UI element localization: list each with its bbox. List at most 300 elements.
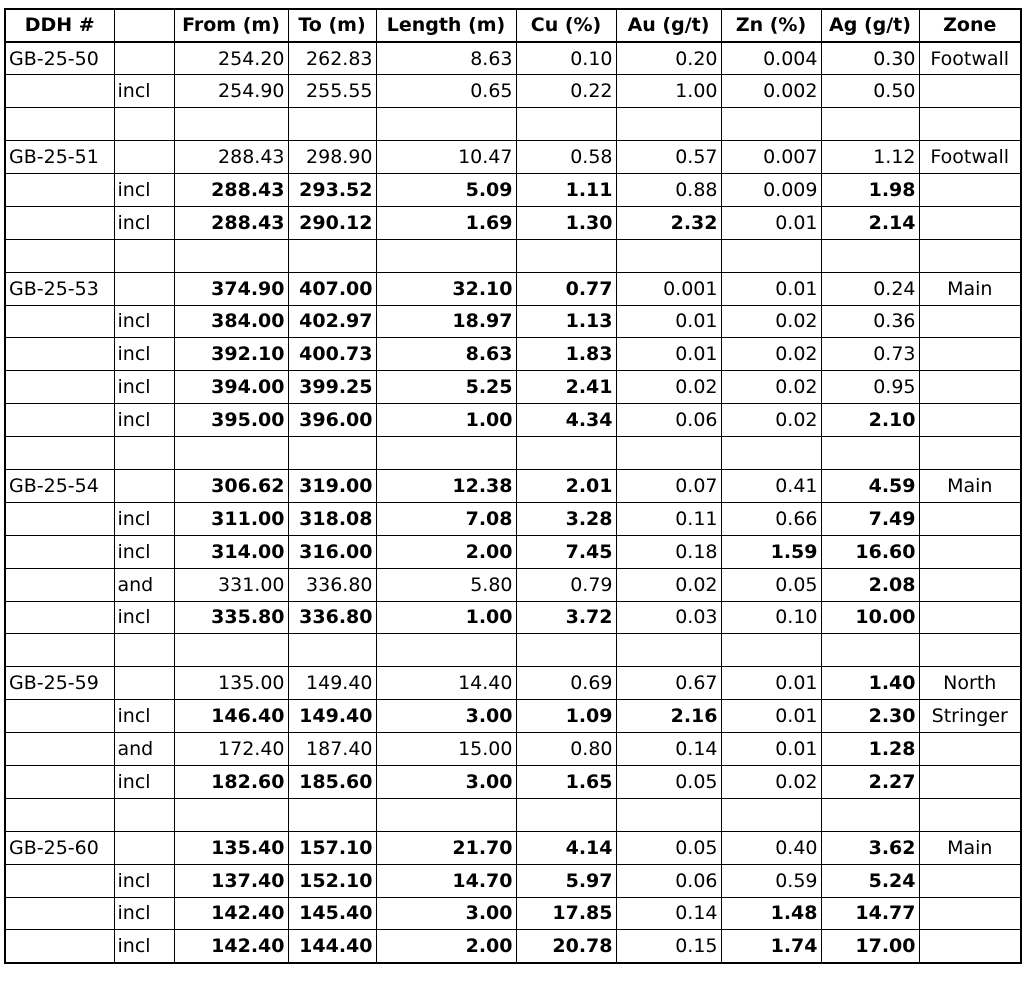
ag-cell	[821, 239, 919, 272]
ag-cell: 16.60	[821, 535, 919, 568]
zn-cell: 0.02	[721, 371, 821, 404]
from-cell: 135.40	[174, 831, 288, 864]
length-cell: 3.00	[376, 700, 516, 733]
ag-cell	[821, 108, 919, 141]
ag-cell: 1.12	[821, 141, 919, 174]
au-cell: 0.14	[616, 733, 721, 766]
ag-cell: 0.95	[821, 371, 919, 404]
from-cell: 142.40	[174, 930, 288, 963]
au-cell	[616, 437, 721, 470]
length-cell	[376, 239, 516, 272]
qualifier-cell: incl	[114, 206, 174, 239]
ddh-cell: GB-25-51	[5, 141, 114, 174]
cu-cell: 0.80	[516, 733, 616, 766]
to-cell: 145.40	[288, 897, 376, 930]
to-cell: 255.55	[288, 75, 376, 108]
qualifier-cell	[114, 239, 174, 272]
to-cell: 144.40	[288, 930, 376, 963]
zn-cell: 0.05	[721, 568, 821, 601]
ag-cell: 2.27	[821, 765, 919, 798]
ag-cell: 0.50	[821, 75, 919, 108]
drill-results-table	[4, 8, 1022, 964]
ag-cell: 3.62	[821, 831, 919, 864]
table-row	[5, 404, 1021, 437]
zn-cell: 0.10	[721, 601, 821, 634]
au-cell	[616, 239, 721, 272]
to-cell	[288, 239, 376, 272]
to-cell: 293.52	[288, 173, 376, 206]
from-cell: 384.00	[174, 305, 288, 338]
from-cell: 288.43	[174, 206, 288, 239]
zn-cell: 0.01	[721, 733, 821, 766]
qualifier-cell: incl	[114, 75, 174, 108]
qualifier-cell: incl	[114, 535, 174, 568]
zone-cell	[919, 601, 1021, 634]
from-cell	[174, 437, 288, 470]
zn-cell: 0.59	[721, 864, 821, 897]
au-cell: 0.01	[616, 305, 721, 338]
zn-cell	[721, 239, 821, 272]
ddh-cell	[5, 75, 114, 108]
qualifier-cell: incl	[114, 700, 174, 733]
zn-cell: 0.009	[721, 173, 821, 206]
table-row	[5, 469, 1021, 502]
table-row	[5, 75, 1021, 108]
ag-cell: 5.24	[821, 864, 919, 897]
length-cell	[376, 798, 516, 831]
zn-cell	[721, 437, 821, 470]
cu-cell	[516, 239, 616, 272]
cu-cell	[516, 634, 616, 667]
zone-cell	[919, 404, 1021, 437]
from-cell	[174, 798, 288, 831]
zone-cell	[919, 864, 1021, 897]
zone-cell: Main	[919, 469, 1021, 502]
length-cell: 14.70	[376, 864, 516, 897]
table-row	[5, 272, 1021, 305]
zone-cell	[919, 897, 1021, 930]
au-cell: 0.05	[616, 831, 721, 864]
ddh-cell	[5, 700, 114, 733]
ag-cell: 2.08	[821, 568, 919, 601]
length-cell: 12.38	[376, 469, 516, 502]
length-cell: 1.00	[376, 404, 516, 437]
qualifier-cell: incl	[114, 173, 174, 206]
table-header	[5, 9, 1021, 42]
ddh-cell: GB-25-54	[5, 469, 114, 502]
from-cell: 335.80	[174, 601, 288, 634]
cu-cell	[516, 108, 616, 141]
table-row	[5, 141, 1021, 174]
to-cell: 187.40	[288, 733, 376, 766]
length-cell: 8.63	[376, 338, 516, 371]
to-cell: 400.73	[288, 338, 376, 371]
qualifier-cell: incl	[114, 930, 174, 963]
qualifier-cell: incl	[114, 338, 174, 371]
table-row	[5, 338, 1021, 371]
zn-cell	[721, 798, 821, 831]
qualifier-cell	[114, 469, 174, 502]
from-cell: 254.20	[174, 42, 288, 75]
qualifier-cell	[114, 437, 174, 470]
length-cell: 18.97	[376, 305, 516, 338]
to-cell: 262.83	[288, 42, 376, 75]
au-cell	[616, 798, 721, 831]
table-row	[5, 897, 1021, 930]
from-cell: 146.40	[174, 700, 288, 733]
zone-cell: Footwall	[919, 141, 1021, 174]
zn-cell: 0.02	[721, 338, 821, 371]
au-cell: 0.07	[616, 469, 721, 502]
table-row	[5, 535, 1021, 568]
ag-cell: 0.73	[821, 338, 919, 371]
ddh-cell	[5, 239, 114, 272]
zn-cell: 0.01	[721, 700, 821, 733]
zn-cell: 0.02	[721, 404, 821, 437]
cu-cell: 20.78	[516, 930, 616, 963]
from-cell: 288.43	[174, 173, 288, 206]
au-cell: 2.32	[616, 206, 721, 239]
to-cell	[288, 108, 376, 141]
au-cell: 0.06	[616, 864, 721, 897]
cu-cell: 5.97	[516, 864, 616, 897]
to-cell: 185.60	[288, 765, 376, 798]
from-cell: 142.40	[174, 897, 288, 930]
table-row	[5, 700, 1021, 733]
ag-cell: 2.14	[821, 206, 919, 239]
header-row	[5, 9, 1021, 42]
cu-cell: 0.77	[516, 272, 616, 305]
qualifier-cell: incl	[114, 371, 174, 404]
zn-cell: 1.74	[721, 930, 821, 963]
au-cell: 0.01	[616, 338, 721, 371]
zn-cell: 0.002	[721, 75, 821, 108]
zone-cell	[919, 765, 1021, 798]
table-row	[5, 568, 1021, 601]
cu-cell: 4.34	[516, 404, 616, 437]
cu-cell: 1.11	[516, 173, 616, 206]
zn-cell: 1.48	[721, 897, 821, 930]
cu-cell: 0.69	[516, 667, 616, 700]
ag-cell: 7.49	[821, 502, 919, 535]
table-row	[5, 733, 1021, 766]
ddh-cell	[5, 404, 114, 437]
au-cell: 0.88	[616, 173, 721, 206]
length-cell: 2.00	[376, 535, 516, 568]
qualifier-cell: and	[114, 568, 174, 601]
ag-cell: 1.98	[821, 173, 919, 206]
header-ag: Ag (g/t)	[821, 9, 919, 42]
zone-cell	[919, 305, 1021, 338]
au-cell: 0.14	[616, 897, 721, 930]
table-row	[5, 206, 1021, 239]
ddh-cell	[5, 173, 114, 206]
to-cell: 402.97	[288, 305, 376, 338]
from-cell: 331.00	[174, 568, 288, 601]
zone-cell	[919, 798, 1021, 831]
length-cell	[376, 634, 516, 667]
ddh-cell: GB-25-50	[5, 42, 114, 75]
length-cell: 5.25	[376, 371, 516, 404]
drill-results-table-container	[4, 8, 1022, 964]
ddh-cell	[5, 601, 114, 634]
length-cell: 3.00	[376, 765, 516, 798]
au-cell: 0.02	[616, 371, 721, 404]
to-cell: 157.10	[288, 831, 376, 864]
from-cell: 172.40	[174, 733, 288, 766]
to-cell: 318.08	[288, 502, 376, 535]
cu-cell	[516, 437, 616, 470]
au-cell: 0.02	[616, 568, 721, 601]
zone-cell	[919, 437, 1021, 470]
table-body	[5, 42, 1021, 963]
zn-cell: 0.40	[721, 831, 821, 864]
au-cell: 0.06	[616, 404, 721, 437]
au-cell: 1.00	[616, 75, 721, 108]
zone-cell	[919, 568, 1021, 601]
zone-cell	[919, 535, 1021, 568]
qualifier-cell	[114, 831, 174, 864]
table-row	[5, 930, 1021, 963]
zone-cell	[919, 206, 1021, 239]
qualifier-cell: incl	[114, 864, 174, 897]
zone-cell	[919, 108, 1021, 141]
header-zone: Zone	[919, 9, 1021, 42]
cu-cell: 1.09	[516, 700, 616, 733]
cu-cell: 1.30	[516, 206, 616, 239]
header-to: To (m)	[288, 9, 376, 42]
qualifier-cell: incl	[114, 601, 174, 634]
zone-cell	[919, 239, 1021, 272]
qualifier-cell: incl	[114, 765, 174, 798]
ddh-cell	[5, 733, 114, 766]
header-length: Length (m)	[376, 9, 516, 42]
zn-cell: 0.02	[721, 305, 821, 338]
ddh-cell	[5, 930, 114, 963]
ddh-cell	[5, 371, 114, 404]
zone-cell	[919, 338, 1021, 371]
cu-cell: 7.45	[516, 535, 616, 568]
ddh-cell	[5, 634, 114, 667]
qualifier-cell	[114, 798, 174, 831]
to-cell	[288, 437, 376, 470]
au-cell: 0.11	[616, 502, 721, 535]
qualifier-cell	[114, 272, 174, 305]
ag-cell: 2.10	[821, 404, 919, 437]
cu-cell: 0.79	[516, 568, 616, 601]
table-row	[5, 173, 1021, 206]
ddh-cell	[5, 765, 114, 798]
zn-cell: 0.004	[721, 42, 821, 75]
length-cell: 5.09	[376, 173, 516, 206]
length-cell: 14.40	[376, 667, 516, 700]
cu-cell: 1.65	[516, 765, 616, 798]
ddh-cell	[5, 108, 114, 141]
zn-cell: 0.01	[721, 667, 821, 700]
table-row	[5, 437, 1021, 470]
au-cell: 0.20	[616, 42, 721, 75]
ddh-cell	[5, 535, 114, 568]
cu-cell: 0.10	[516, 42, 616, 75]
qualifier-cell	[114, 42, 174, 75]
to-cell: 407.00	[288, 272, 376, 305]
zone-cell	[919, 173, 1021, 206]
from-cell: 392.10	[174, 338, 288, 371]
zn-cell: 0.01	[721, 206, 821, 239]
ag-cell: 10.00	[821, 601, 919, 634]
from-cell: 395.00	[174, 404, 288, 437]
length-cell: 5.80	[376, 568, 516, 601]
cu-cell: 0.58	[516, 141, 616, 174]
zn-cell	[721, 108, 821, 141]
au-cell: 0.15	[616, 930, 721, 963]
to-cell	[288, 634, 376, 667]
table-row	[5, 634, 1021, 667]
zone-cell: North	[919, 667, 1021, 700]
au-cell: 0.18	[616, 535, 721, 568]
cu-cell: 1.83	[516, 338, 616, 371]
header-ddh: DDH #	[5, 9, 114, 42]
to-cell: 149.40	[288, 667, 376, 700]
zone-cell: Footwall	[919, 42, 1021, 75]
length-cell: 7.08	[376, 502, 516, 535]
to-cell: 298.90	[288, 141, 376, 174]
length-cell: 15.00	[376, 733, 516, 766]
zone-cell	[919, 930, 1021, 963]
from-cell: 394.00	[174, 371, 288, 404]
cu-cell: 2.01	[516, 469, 616, 502]
zn-cell: 0.41	[721, 469, 821, 502]
zn-cell: 0.02	[721, 765, 821, 798]
to-cell	[288, 798, 376, 831]
cu-cell: 4.14	[516, 831, 616, 864]
from-cell: 182.60	[174, 765, 288, 798]
ag-cell	[821, 798, 919, 831]
ddh-cell	[5, 437, 114, 470]
header-zn: Zn (%)	[721, 9, 821, 42]
to-cell: 399.25	[288, 371, 376, 404]
to-cell: 396.00	[288, 404, 376, 437]
ag-cell: 14.77	[821, 897, 919, 930]
qualifier-cell	[114, 141, 174, 174]
ddh-cell	[5, 568, 114, 601]
ag-cell: 0.30	[821, 42, 919, 75]
from-cell: 135.00	[174, 667, 288, 700]
length-cell: 32.10	[376, 272, 516, 305]
ag-cell: 1.28	[821, 733, 919, 766]
zone-cell	[919, 733, 1021, 766]
ddh-cell: GB-25-60	[5, 831, 114, 864]
table-row	[5, 108, 1021, 141]
ddh-cell	[5, 864, 114, 897]
ddh-cell: GB-25-53	[5, 272, 114, 305]
ag-cell: 0.24	[821, 272, 919, 305]
zone-cell	[919, 75, 1021, 108]
table-row	[5, 864, 1021, 897]
from-cell: 306.62	[174, 469, 288, 502]
au-cell	[616, 634, 721, 667]
from-cell: 288.43	[174, 141, 288, 174]
au-cell: 0.001	[616, 272, 721, 305]
cu-cell: 2.41	[516, 371, 616, 404]
ag-cell	[821, 634, 919, 667]
zn-cell	[721, 634, 821, 667]
cu-cell	[516, 798, 616, 831]
length-cell: 1.00	[376, 601, 516, 634]
ag-cell: 1.40	[821, 667, 919, 700]
table-row	[5, 831, 1021, 864]
table-row	[5, 42, 1021, 75]
header-cu: Cu (%)	[516, 9, 616, 42]
length-cell: 2.00	[376, 930, 516, 963]
length-cell	[376, 108, 516, 141]
to-cell: 316.00	[288, 535, 376, 568]
zn-cell: 1.59	[721, 535, 821, 568]
au-cell	[616, 108, 721, 141]
from-cell: 314.00	[174, 535, 288, 568]
au-cell: 0.05	[616, 765, 721, 798]
qualifier-cell	[114, 667, 174, 700]
ddh-cell	[5, 338, 114, 371]
ddh-cell	[5, 897, 114, 930]
length-cell: 3.00	[376, 897, 516, 930]
to-cell: 336.80	[288, 568, 376, 601]
ag-cell: 0.36	[821, 305, 919, 338]
zone-cell	[919, 634, 1021, 667]
zone-cell: Main	[919, 831, 1021, 864]
ag-cell: 4.59	[821, 469, 919, 502]
header-interval-qualifier	[114, 9, 174, 42]
ag-cell	[821, 437, 919, 470]
zone-cell: Main	[919, 272, 1021, 305]
table-row	[5, 371, 1021, 404]
length-cell: 21.70	[376, 831, 516, 864]
to-cell: 149.40	[288, 700, 376, 733]
ag-cell: 2.30	[821, 700, 919, 733]
to-cell: 290.12	[288, 206, 376, 239]
table-row	[5, 502, 1021, 535]
table-row	[5, 667, 1021, 700]
table-row	[5, 765, 1021, 798]
qualifier-cell: incl	[114, 305, 174, 338]
zone-cell	[919, 502, 1021, 535]
from-cell	[174, 108, 288, 141]
from-cell	[174, 239, 288, 272]
length-cell: 0.65	[376, 75, 516, 108]
length-cell: 10.47	[376, 141, 516, 174]
cu-cell: 0.22	[516, 75, 616, 108]
from-cell: 254.90	[174, 75, 288, 108]
cu-cell: 3.28	[516, 502, 616, 535]
ddh-cell	[5, 206, 114, 239]
zn-cell: 0.66	[721, 502, 821, 535]
to-cell: 336.80	[288, 601, 376, 634]
ddh-cell: GB-25-59	[5, 667, 114, 700]
zone-cell	[919, 371, 1021, 404]
length-cell: 1.69	[376, 206, 516, 239]
header-au: Au (g/t)	[616, 9, 721, 42]
table-row	[5, 601, 1021, 634]
cu-cell: 17.85	[516, 897, 616, 930]
ddh-cell	[5, 305, 114, 338]
length-cell: 8.63	[376, 42, 516, 75]
zn-cell: 0.01	[721, 272, 821, 305]
qualifier-cell: incl	[114, 502, 174, 535]
to-cell: 152.10	[288, 864, 376, 897]
au-cell: 0.57	[616, 141, 721, 174]
table-row	[5, 239, 1021, 272]
from-cell: 374.90	[174, 272, 288, 305]
